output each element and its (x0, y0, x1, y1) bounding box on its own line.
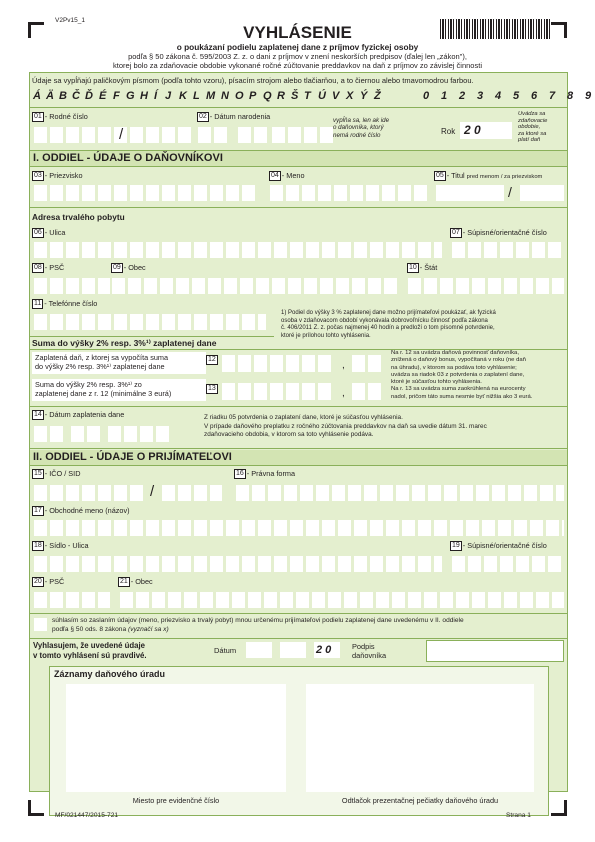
sample-char: G (126, 90, 135, 102)
sample-char: L (193, 90, 200, 102)
sign-year-input[interactable]: 2 0 (314, 642, 340, 658)
sample-digit: 8 (567, 90, 574, 102)
field-label-18: 18 - Sídlo - Ulica (34, 541, 89, 550)
declaration: Vyhlasujem, že uvedené údaje v tomto vyhlásení sú pravdivé. (33, 641, 147, 660)
field-label-17: 17 - Obchodné meno (názov) (34, 506, 130, 515)
sample-char: K (179, 90, 187, 102)
stamp-caption: Odtlačok prezentačnej pečiatky daňového úradu (341, 796, 499, 805)
field-label-09: 09 - Obec (113, 263, 146, 272)
date-label: Dátum (214, 646, 237, 655)
phone-input[interactable] (34, 314, 266, 330)
field-label-06: 06 - Ulica (34, 228, 66, 237)
sample-digit: 7 (549, 90, 556, 102)
sample-digit: 1 (441, 90, 448, 102)
registry-number-caption: Miesto pre evidenčné číslo (132, 796, 220, 805)
sample-char: Ú (318, 90, 326, 102)
birth-date-day-input[interactable] (198, 127, 227, 143)
field-label-19: 19 - Súpisné/orientačné číslo (452, 541, 547, 550)
paid-tax-cents-input[interactable] (352, 355, 382, 372)
field-label-08: 08 - PSČ (34, 263, 65, 272)
seat-number-input[interactable] (452, 556, 564, 572)
street-input[interactable] (34, 242, 442, 258)
field-label-11: 11 - Telefónne číslo (34, 299, 98, 308)
slash-separator: / (508, 184, 512, 200)
sample-char: Ý (360, 90, 368, 102)
sample-digit: 2 (459, 90, 466, 102)
subtitle: o poukázaní podielu zaplatenej dane z príjmov fyzickej osoby (176, 42, 419, 52)
stamp-area (306, 684, 534, 792)
sample-char: N (221, 90, 229, 102)
sample-digit: 6 (531, 90, 538, 102)
sample-char: Š (291, 90, 299, 102)
house-number-input[interactable] (452, 242, 564, 258)
ico-input[interactable] (34, 485, 146, 501)
slash-separator: / (150, 483, 155, 500)
sample-char: X (346, 90, 354, 102)
barcode (440, 19, 550, 39)
field-label-10: 10 - Štát (409, 263, 438, 272)
sample-digit: 0 (423, 90, 430, 102)
seat-street-input[interactable] (34, 556, 442, 572)
year-note: Uvádza sa zdaňovacie obdobie, za ktoré sa platí daň (518, 111, 548, 144)
signature-label: Podpis daňovníka (352, 642, 387, 660)
share-amount-cents-input[interactable] (352, 383, 382, 400)
birth-date-year-input[interactable] (272, 127, 333, 143)
footer-code: MF/021447/2015-721 (55, 812, 119, 819)
field-label-21: 21 - Obec (120, 577, 153, 586)
sample-char: V (332, 90, 340, 102)
slash-separator: / (119, 126, 124, 143)
year-input[interactable]: 2 0 (460, 122, 512, 139)
field-label-15: 15 - IČO / SID (34, 469, 81, 478)
sample-digit: 9 (585, 90, 592, 102)
first-name-input[interactable] (270, 185, 427, 201)
sample-char: Č (72, 90, 80, 102)
office-records-heading: Záznamy daňového úradu (54, 669, 166, 679)
birth-number-input[interactable] (34, 127, 127, 143)
country-input[interactable] (408, 278, 564, 294)
city-input[interactable] (112, 278, 400, 294)
postal-code-input[interactable] (34, 278, 110, 294)
surname-input[interactable] (34, 185, 255, 201)
field-label-04: 04 - Meno (271, 171, 305, 180)
registry-number-area (66, 684, 286, 792)
sum-heading: Suma do výšky 2% resp. 3%¹⁾ zaplatenej dane (32, 338, 217, 348)
seat-city-input[interactable] (120, 592, 564, 608)
section-1-heading: I. ODDIEL - ÚDAJE O DAŇOVNÍKOVI (30, 151, 567, 166)
field-label-07: 07 - Súpisné/orientačné číslo (452, 228, 547, 237)
sample-char: Ä (46, 90, 54, 102)
sample-char: H (140, 90, 148, 102)
decimal-comma: , (342, 360, 345, 371)
field-13-label: Suma do výšky 2% resp. 3%¹⁾ zo zaplatenej dane z r. 12 (minimálne 3 eurá) (32, 379, 206, 401)
title-after-input[interactable] (520, 185, 564, 201)
form-code: V2Pv15_1 (55, 17, 85, 24)
birth-date-month-input[interactable] (238, 127, 267, 143)
page-number: Strana 1 (506, 812, 531, 819)
field-num-12: 12 (208, 356, 216, 364)
sample-char: Í (154, 90, 158, 102)
field-02-note: vypĺňa sa, len ak ide o daňovníka, ktorý nemá rodné číslo (333, 117, 390, 139)
birth-number-suffix-input[interactable] (130, 127, 191, 143)
instructions: Údaje sa vypĺňajú paličkovým písmom (podľa tohto vzoru), písacím strojom alebo tlačiarňou, a to čiernou alebo tmavomodrou farbou. (32, 76, 474, 85)
sample-char: T (304, 90, 311, 102)
sample-digit: 5 (513, 90, 520, 102)
sample-char: Á (33, 90, 41, 102)
field-label-02: 02 - Dátum narodenia (199, 112, 271, 121)
legal-form-input[interactable] (236, 485, 564, 501)
sample-char: O (235, 90, 244, 102)
corner-mark (551, 800, 567, 816)
sample-char: Q (263, 90, 272, 102)
field-12-label: Zaplatená daň, z ktorej sa vypočíta suma do výšky 2% resp. 3%¹⁾ zaplatenej dane (32, 352, 206, 374)
seat-postal-code-input[interactable] (34, 592, 110, 608)
sign-month-input[interactable] (280, 642, 306, 658)
sample-digit: 4 (495, 90, 502, 102)
field-label-20: 20 - PSČ (34, 577, 65, 586)
consent-checkbox[interactable] (34, 618, 47, 631)
field-label-16: 16 - Právna forma (236, 469, 296, 478)
sample-char: R (277, 90, 285, 102)
note-rows-12-13: Na r. 12 sa uvádza daňová povinnosť daňovníka, znížená o daňový bonus, vypočítaná v roku (ne daň na úhradu), v ktorom sa podáva toto vyhlásenie; uvádza sa riadok 03 z potvrdenia o zaplatení dane, ktoré je súčasťou tohto vyhlásenia. Na r. 13 sa uvádza suma zaokrúhlená na eurocenty nadol, pričom táto suma nesmie byť nižšia ako 3 eurá. (391, 350, 533, 400)
field-num-13: 13 (208, 385, 216, 393)
field-label-03: 03 - Priezvisko (34, 171, 83, 180)
paid-tax-input[interactable] (222, 355, 334, 372)
sample-char: J (165, 90, 172, 102)
title-before-input[interactable] (436, 185, 504, 201)
corner-mark (28, 800, 44, 816)
sample-char: P (249, 90, 257, 102)
sample-char: M (206, 90, 216, 102)
address-heading: Adresa trvalého pobytu (32, 212, 125, 222)
field-label-05: 05 - Titul pred menom / za priezviskom (436, 171, 543, 180)
subtitle: podľa § 50 zákona č. 595/2003 Z. z. o dani z príjmov v znení neskorších predpisov (ďalej len „zákon"), (128, 52, 467, 61)
payment-day-input[interactable] (34, 426, 63, 442)
share-amount-input[interactable] (222, 383, 334, 400)
sid-input[interactable] (162, 485, 222, 501)
payment-year-input[interactable] (108, 426, 169, 442)
sample-char: Ď (85, 90, 93, 102)
consent-text: súhlasím so zaslaním údajov (meno, priezvisko a trvalý pobyt) mnou určenému prijímateľovi podielu zaplatenej dane uvedenému v II. oddiele podľa § 50 ods. 8 zákona (vyznačí sa x) (52, 617, 464, 633)
page-title: VYHLÁSENIE (243, 23, 352, 42)
payment-month-input[interactable] (71, 426, 100, 442)
field-label-01: 01 - Rodné číslo (34, 112, 88, 121)
field-label-14: 14 - Dátum zaplatenia dane (34, 410, 125, 419)
business-name-input-1[interactable] (34, 520, 564, 536)
sample-char: Ž (374, 90, 381, 102)
decimal-comma: , (342, 388, 345, 399)
sample-char: F (113, 90, 120, 102)
subtitle: ktorej bolo za zdaňovacie obdobie vykonané ročné zúčtovanie preddavkov na daň z príjmov zo závislej činnosti (113, 61, 482, 70)
note-row-14: Z riadku 05 potvrdenia o zaplatení dane, ktoré je súčasťou vyhlásenia. V prípade daňového preplatku z ročného zúčtovania preddavkov na daň sa uvedie dátum 31. marec zdaňovacieho obdobia, v ktorom sa toto vyhlásenie podáva. (204, 414, 487, 438)
sample-digit: 3 (477, 90, 484, 102)
sample-char: É (99, 90, 107, 102)
year-label: Rok (441, 127, 456, 136)
footnote-1: 1) Podiel do výšky 3 % zaplatenej dane možno prijímateľovi poukázať, ak fyzická osoba v zdaňovacom období vykonávala dobrovoľnícku činnosť podľa zákona č. 406/2011 Z. z. počas najmenej 40 hodín a predloží o tom písomné potvrdenie, ktoré je prílohou tohto vyhlásenia. (281, 310, 496, 339)
sample-char: B (59, 90, 67, 102)
signature-field[interactable] (426, 640, 564, 662)
sign-day-input[interactable] (246, 642, 272, 658)
section-2-heading: II. ODDIEL - ÚDAJE O PRIJÍMATEĽOVI (30, 450, 567, 465)
